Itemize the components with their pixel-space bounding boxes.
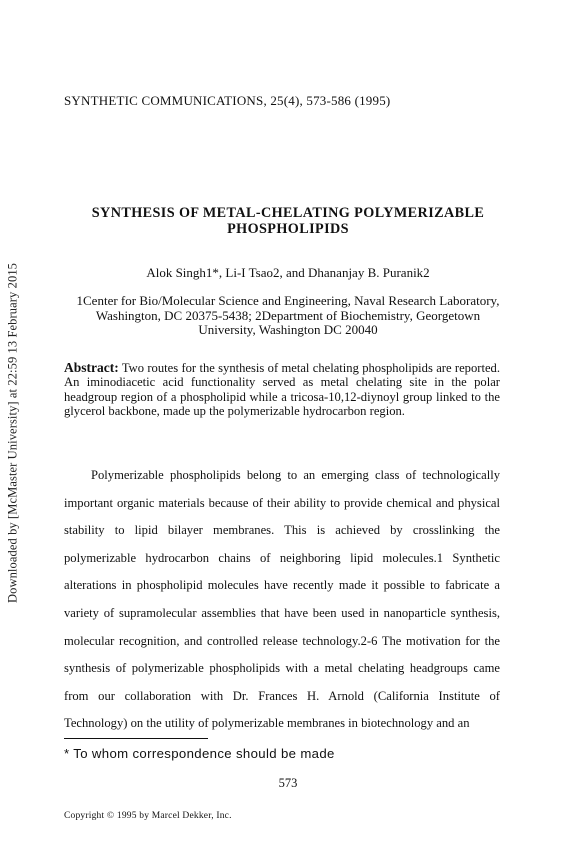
page-number: 573 [278, 776, 298, 790]
affiliation-line: Washington, DC 20375-5438; 2Department of Biochemistry, Georgetown [95, 307, 481, 323]
affiliation-line: 1Center for Bio/Molecular Science and Engineering, Naval Research Laboratory, [76, 293, 500, 308]
title-line-2: PHOSPHOLIPIDS [227, 221, 349, 237]
abstract-label: Abstract: [64, 360, 119, 375]
footnote-divider [64, 738, 208, 739]
correspondence-footnote: * To whom correspondence should be made [64, 746, 335, 761]
download-watermark [2, 248, 24, 618]
abstract-text: Two routes for the synthesis of metal chelating phospholipids are reported. An iminodiacetic acid functionality served as metal chelating site in the polar headgroup region of a phospholipid while a tricosa-10,12-diynoyl group linked to the glycerol backbone, made up the polymerizable hydrocarbon region. [64, 361, 500, 419]
download-watermark-text: Downloaded by [McMaster University] at 22:59 13 February 2015 [5, 262, 20, 604]
affiliations [60, 294, 516, 338]
abstract [64, 361, 500, 419]
author-list: Alok Singh1*, Li-I Tsao2, and Dhananjay B. Puranik2 [146, 265, 430, 280]
copyright-notice: Copyright © 1995 by Marcel Dekker, Inc. [64, 811, 232, 821]
paper-title [60, 205, 516, 237]
journal-header: SYNTHETIC COMMUNICATIONS, 25(4), 573-586 (1995) [64, 93, 391, 108]
title-line-1: SYNTHESIS OF METAL-CHELATING POLYMERIZABLE [91, 205, 485, 221]
affiliation-line: University, Washington DC 20040 [198, 322, 378, 337]
body-paragraph: Polymerizable phospholipids belong to an emerging class of technologically important organic materials because of their ability to provide chemical and physical stability to lipid bilayer membranes. This is achieved by crosslinking the polymerizable hydrocarbon chains of neighboring lipid molecules.1 Synthetic alterations in phospholipid molecules have recently made it possible to fabricate a variety of supramolecular assemblies that have been used in nanoparticle synthesis, molecular recognition, and controlled release technology.2-6 The motivation for the synthesis of polymerizable phospholipids with a metal chelating headgroups came from our collaboration with Dr. Frances H. Arnold (California Institute of Technology) on the utility of polymerizable membranes in biotechnology and an [64, 468, 500, 731]
